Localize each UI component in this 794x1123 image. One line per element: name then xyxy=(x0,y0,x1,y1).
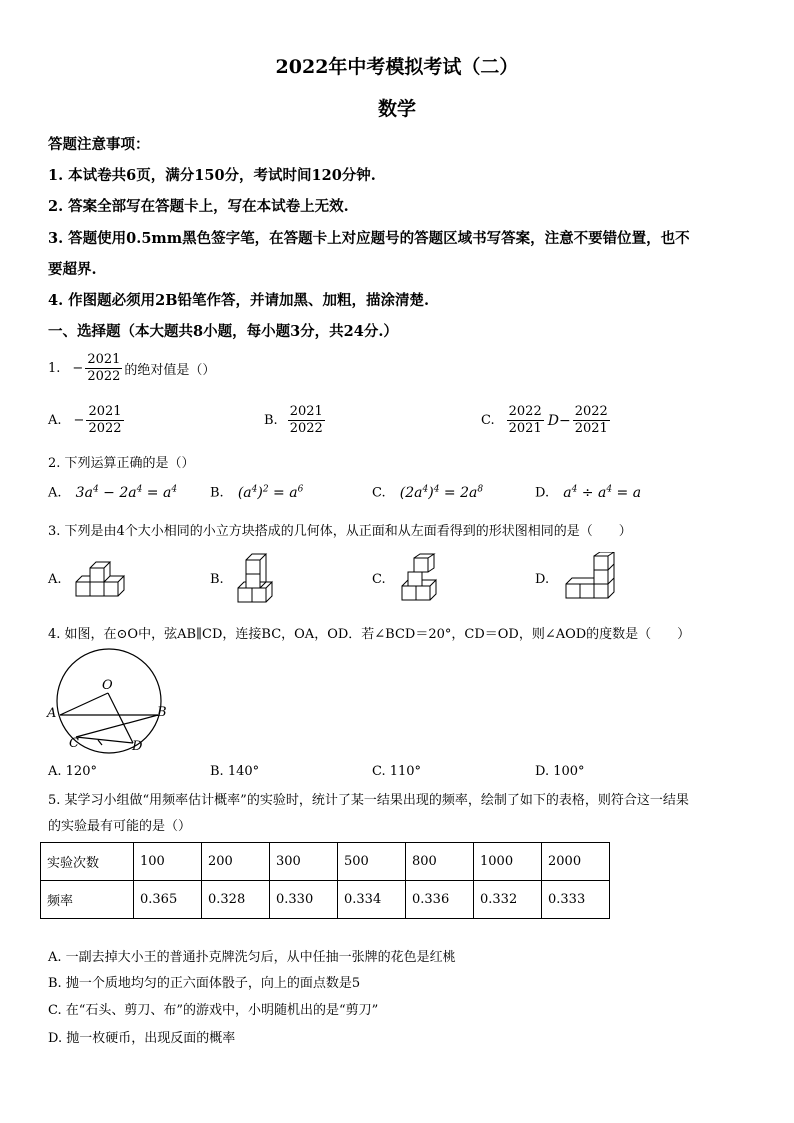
q3-figure-d xyxy=(560,552,622,606)
q1-option-b[interactable] xyxy=(264,404,327,437)
q3-figure-c xyxy=(394,552,444,606)
q1-option-d-num: 2022 xyxy=(574,404,608,419)
q1-option-a-num: 2021 xyxy=(88,404,122,419)
q1-fraction xyxy=(85,352,122,385)
q1-option-c[interactable] xyxy=(481,404,612,437)
notice-item-2: 2. 答案全部写在答题卡上，写在本试卷上无效. xyxy=(48,198,349,215)
q3-figure-b xyxy=(232,548,282,608)
point-a-label: A xyxy=(47,706,57,721)
table-cell: 200 xyxy=(202,843,270,881)
q5-option-a[interactable]: A. 一副去掉大小王的普通扑克牌洗匀后，从中任抽一张牌的花色是红桃 xyxy=(48,950,456,965)
q1-option-b-label: B. xyxy=(264,413,278,428)
q2-option-c-formula: $(2a^4)^4 = 2a^8$ xyxy=(399,484,484,501)
q3-option-d-label[interactable]: D. xyxy=(535,572,550,587)
notice-item-3: 3. 答题使用0.5mm黑色签字笔，在答题卡上对应题号的答题区域书写答案，注意不要错位置，也不 xyxy=(48,230,690,247)
q2-option-d-label: D. xyxy=(535,485,550,501)
table-cell: 0.365 xyxy=(134,881,202,919)
q4-option-d[interactable]: D. 100° xyxy=(535,764,585,779)
chord-cd xyxy=(76,737,133,743)
q1-option-a-sign: − xyxy=(73,413,85,428)
question-2: 2. 下列运算正确的是（） xyxy=(48,456,195,471)
exam-title: 2022年中考模拟考试（二） xyxy=(275,56,519,78)
notice-heading: 答题注意事项： xyxy=(48,136,150,153)
table-cell: 800 xyxy=(406,843,474,881)
notice-item-1: 1. 本试卷共6页，满分150分，考试时间120分钟. xyxy=(48,167,376,184)
q3-option-a-label[interactable]: A. xyxy=(48,572,62,587)
point-b-label: B xyxy=(157,705,167,720)
q1-option-c-den: 2021 xyxy=(508,421,542,436)
q1-option-b-den: 2022 xyxy=(289,421,323,436)
q1-tail: 的绝对值是（） xyxy=(124,363,216,378)
segment-bc xyxy=(76,715,158,737)
q1-option-b-num: 2021 xyxy=(289,404,323,419)
question-5-line-1: 5. 某学习小组做“用频率估计概率”的实验时，统计了某一结果出现的频率，绘制了如下的表格，则符合这一结果 xyxy=(48,793,689,808)
q1-option-a[interactable] xyxy=(48,404,126,437)
point-c-label: C xyxy=(69,736,79,751)
question-4: 4. 如图，在⊙O中，弦AB∥CD，连接BC，OA，OD．若∠BCD＝20°，CD＝OD，则∠AOD的度数是（ ） xyxy=(48,627,691,642)
table-cell: 0.332 xyxy=(474,881,542,919)
table-cell: 500 xyxy=(338,843,406,881)
frequency-table xyxy=(40,842,610,919)
q5-option-d[interactable]: D. 抛一枚硬币，出现反面的概率 xyxy=(48,1031,236,1046)
q4-option-b[interactable]: B. 140° xyxy=(210,764,260,779)
q1-option-d-fraction xyxy=(573,404,610,437)
q1-denominator: 2022 xyxy=(87,369,121,384)
table-cell: 300 xyxy=(270,843,338,881)
q1-option-d-den: 2021 xyxy=(574,421,608,436)
q2-option-a-label: A. xyxy=(48,485,62,501)
question-5-line-2: 的实验最有可能的是（） xyxy=(48,819,192,834)
q1-option-c-label: C. xyxy=(481,413,495,428)
q1-option-a-fraction xyxy=(86,404,123,437)
q1-option-d-label[interactable]: D− xyxy=(547,412,571,429)
q5-option-c[interactable]: C. 在“石头、剪刀、布”的游戏中，小明随机出的是“剪刀” xyxy=(48,1003,379,1018)
q1-numerator: 2021 xyxy=(87,352,121,367)
table-header-frequency: 频率 xyxy=(41,881,134,919)
q2-option-b[interactable] xyxy=(210,484,303,501)
q2-option-b-formula: $(a^4)^2 = a^6$ xyxy=(237,484,304,501)
q3-figure-a xyxy=(70,556,130,602)
table-cell: 2000 xyxy=(542,843,610,881)
q2-option-b-label: B. xyxy=(210,485,224,501)
q1-option-c-num: 2022 xyxy=(508,404,542,419)
q1-option-c-fraction xyxy=(507,404,544,437)
table-cell: 0.333 xyxy=(542,881,610,919)
q1-option-a-den: 2022 xyxy=(88,421,122,436)
table-row-frequency xyxy=(41,881,610,919)
notice-item-4: 4. 作图题必须用2B铅笔作答，并请加黑、加粗，描涂清楚. xyxy=(48,292,430,309)
q3-option-c-label[interactable]: C. xyxy=(372,572,386,587)
q1-option-a-label: A. xyxy=(48,413,62,428)
q2-option-c-label: C. xyxy=(372,485,386,501)
tick-mark xyxy=(98,740,102,745)
q2-option-a[interactable] xyxy=(48,484,177,501)
segment-od xyxy=(108,693,133,743)
table-header-trials: 实验次数 xyxy=(41,843,134,881)
q1-option-b-fraction xyxy=(288,404,325,437)
q4-option-a[interactable]: A. 120° xyxy=(48,764,97,779)
q1-sign: − xyxy=(72,361,84,376)
table-cell: 1000 xyxy=(474,843,542,881)
point-d-label: D xyxy=(132,739,143,754)
table-cell: 0.336 xyxy=(406,881,474,919)
q1-number: 1. xyxy=(48,361,61,376)
q4-option-c[interactable]: C. 110° xyxy=(372,764,422,779)
q3-option-b-label[interactable]: B. xyxy=(210,572,224,587)
notice-item-3-cont: 要超界. xyxy=(48,261,97,278)
q4-circle-diagram xyxy=(48,645,178,761)
table-cell: 100 xyxy=(134,843,202,881)
question-1 xyxy=(48,352,215,385)
section-heading: 一、选择题（本大题共8小题，每小题3分，共24分.） xyxy=(48,323,398,340)
question-3: 3. 下列是由4个大小相同的小立方块搭成的几何体，从正面和从左面看得到的形状图相同的是（ ） xyxy=(48,524,632,539)
q2-option-c[interactable] xyxy=(372,484,483,501)
table-cell: 0.334 xyxy=(338,881,406,919)
point-o-label: O xyxy=(102,678,113,693)
table-row-trials xyxy=(41,843,610,881)
segment-oa xyxy=(60,693,108,715)
q5-option-b[interactable]: B. 抛一个质地均匀的正六面体骰子，向上的面点数是5 xyxy=(48,976,361,991)
q2-option-d[interactable] xyxy=(535,484,641,501)
q2-option-a-formula: $3a^4 - 2a^4 = a^4$ xyxy=(75,484,178,501)
table-cell: 0.328 xyxy=(202,881,270,919)
table-cell: 0.330 xyxy=(270,881,338,919)
subject-title: 数学 xyxy=(377,98,416,120)
q2-option-d-formula: $a^4 \div a^4 = a$ xyxy=(563,484,642,501)
